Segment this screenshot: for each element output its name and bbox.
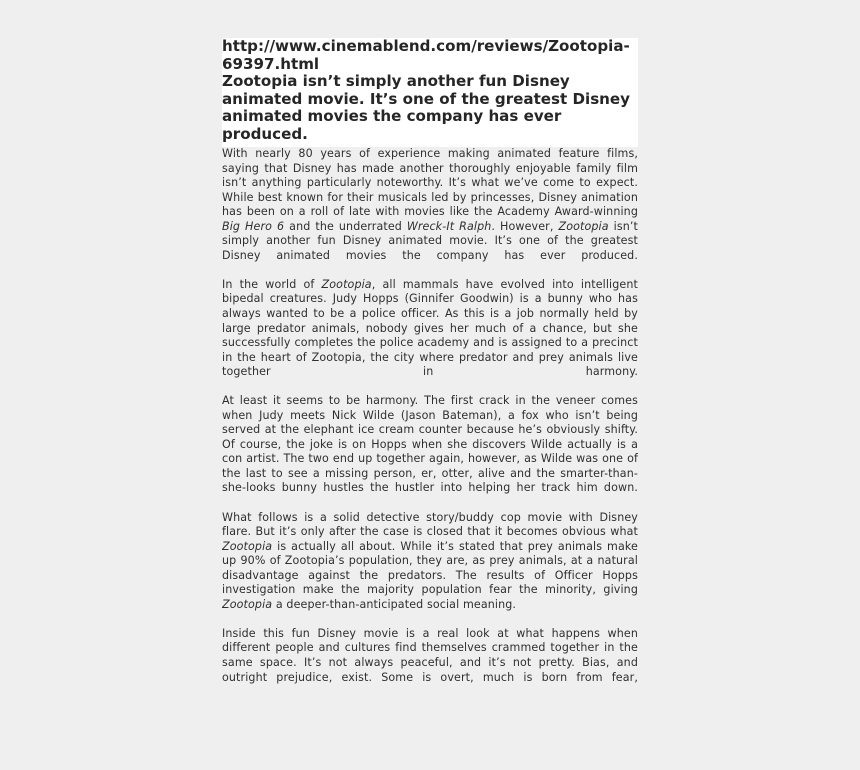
paragraph-text: What follows is a solid detective story/buddy cop movie with Disney flare. But it’s only after the case is closed that it becomes obvious what [222, 510, 638, 539]
paragraph-text: . However, [491, 219, 559, 233]
italic-title-text: Zootopia [558, 219, 609, 233]
body-paragraph [222, 147, 638, 263]
italic-title-text: Zootopia [321, 277, 372, 291]
paragraph-text: and the underrated [284, 219, 407, 233]
paragraph-text: Inside this fun Disney movie is a real look at what happens when different people and cultures find themselves crammed together in the same space. It’s not always peaceful, and it’s not pretty. Bias, and outright prejudice, exist. Some is overt, much is born from fear, [222, 626, 638, 684]
paragraph-text: In the world of [222, 277, 322, 291]
italic-title-text: Big Hero 6 [222, 219, 285, 233]
italic-title-text: Zootopia [222, 597, 273, 611]
italic-title-text: Zootopia [222, 539, 273, 553]
review-headline: Zootopia isn’t simply another fun Disney animated movie. It’s one of the greatest Disney animated movies the company has ever produced. [222, 73, 638, 147]
paragraph-text: At least it seems to be harmony. The first crack in the veneer comes when Judy meets Nick Wilde (Jason Bateman), a fox who isn’t being served at the elephant ice cream counter because he’s obviously shifty. Of course, the joke is on Hopps when she discovers Wilde actually is a con artist. The two end up together again, however, as Wilde was one of the last to see a missing person, er, otter, alive and the smarter-than-she-looks bunny hustles the hustler into helping her track him down. [222, 394, 638, 495]
document-page [222, 38, 638, 770]
source-url: http://www.cinemablend.com/reviews/Zootopia-69397.html [222, 38, 638, 73]
paragraph-text: With nearly 80 years of experience making animated feature films, saying that Disney has made another thoroughly enjoyable family film isn’t anything particularly noteworthy. It’s what we’ve come to expect. While best known for their musicals led by princesses, Disney animation has been on a roll of late with movies like the Academy Award-winning [222, 147, 638, 219]
review-body [222, 147, 638, 685]
body-paragraph [222, 394, 638, 496]
paragraph-text: isn’t simply another fun Disney animated movie. It’s one of the greatest Disney animated movies the company has ever produced. [222, 219, 638, 262]
body-paragraph [222, 627, 638, 685]
paragraph-text: a deeper-than-anticipated social meaning. [272, 597, 517, 611]
body-paragraph [222, 511, 638, 613]
paragraph-text: , all mammals have evolved into intelligent bipedal creatures. Judy Hopps (Ginnifer Goodwin) is a bunny who has always wanted to be a police officer. As this is a job normally held by large predator animals, nobody gives her much of a chance, but she successfully completes the police academy and is assigned to a precinct in the heart of Zootopia, the city where predator and prey animals live together in harmony. [222, 277, 638, 379]
paragraph-text: is actually all about. While it’s stated that prey animals make up 90% of Zootopia’s population, they are, as prey animals, at a natural disadvantage against the predators. The results of Officer Hopps investigation make the majority population fear the minority, giving [222, 539, 638, 597]
italic-title-text: Wreck-It Ralph [406, 219, 492, 233]
body-paragraph [222, 278, 638, 380]
